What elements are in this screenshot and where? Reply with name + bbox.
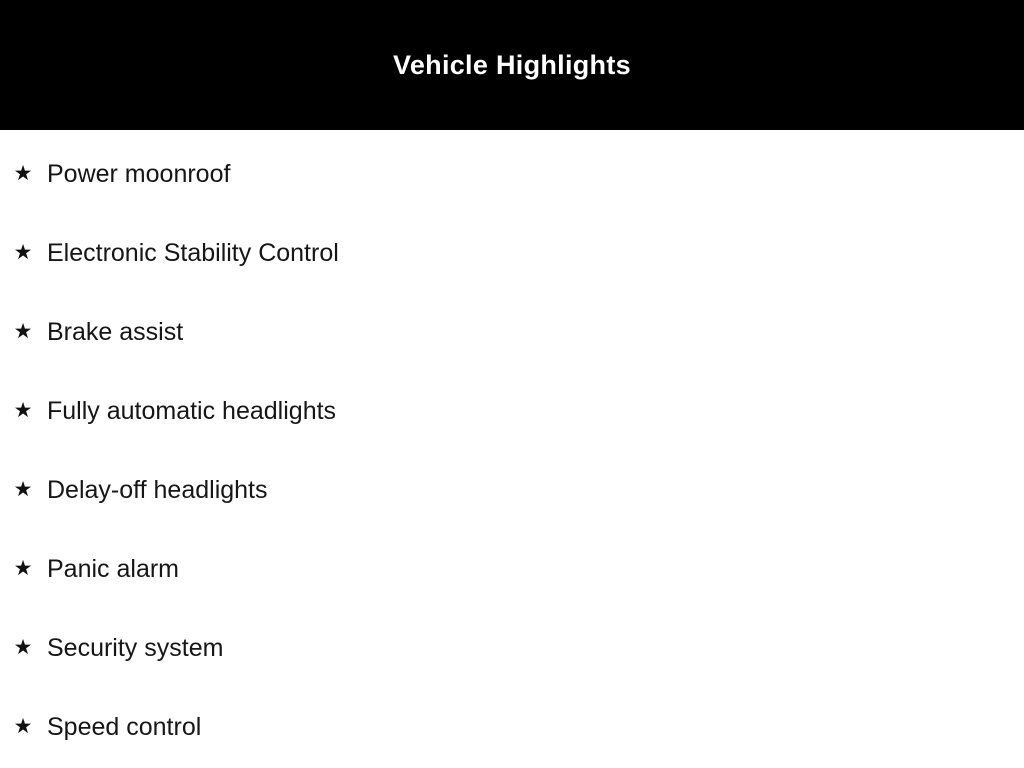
highlight-label: Security system [47, 633, 224, 662]
star-icon: ★ [13, 557, 33, 580]
list-item [12, 292, 1024, 371]
star-icon: ★ [13, 636, 33, 659]
star-icon: ★ [13, 715, 33, 738]
star-icon: ★ [13, 162, 33, 185]
highlight-label: Delay-off headlights [47, 475, 268, 504]
star-icon: ★ [13, 478, 33, 501]
highlight-label: Panic alarm [47, 554, 179, 583]
list-item [12, 608, 1024, 687]
panel-title: Vehicle Highlights [393, 49, 631, 80]
list-item [12, 134, 1024, 213]
list-item [12, 687, 1024, 766]
highlight-label: Power moonroof [47, 159, 231, 188]
panel-header [0, 0, 1024, 130]
list-item [12, 213, 1024, 292]
highlight-label: Brake assist [47, 317, 184, 346]
highlight-label: Speed control [47, 712, 202, 741]
star-icon: ★ [13, 399, 33, 422]
highlight-label: Fully automatic headlights [47, 396, 337, 425]
star-icon: ★ [13, 241, 33, 264]
list-item [12, 529, 1024, 608]
list-item [12, 371, 1024, 450]
list-item [12, 450, 1024, 529]
highlights-list [0, 130, 1024, 766]
highlight-label: Electronic Stability Control [47, 238, 339, 267]
star-icon: ★ [13, 320, 33, 343]
